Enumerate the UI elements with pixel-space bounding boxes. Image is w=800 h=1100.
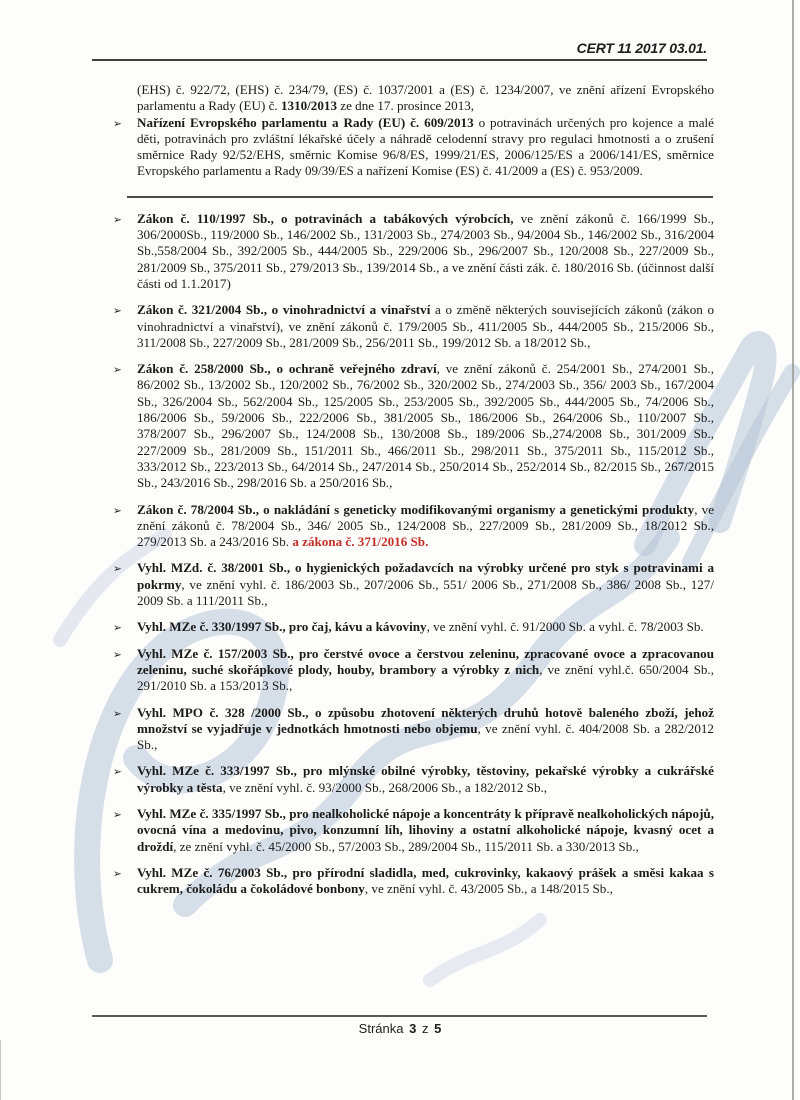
- list-item-zakon-110-1997: [113, 210, 714, 292]
- header-doc-code: CERT 11 2017 03.01.: [576, 40, 707, 56]
- arrow-bullet-icon: ➢: [113, 117, 122, 130]
- item-lead: Zákon č. 78/2004 Sb., o nakládání s geneticky modifikovanými organismy a genetickými produkty: [137, 501, 695, 517]
- item-lead: Vyhl. MZe č. 76/2003 Sb., pro přírodní sladidla, med, cukrovinky, kakaový prášek a směsi kakaa s cukrem, čokoládu a čokoládové bonbony: [137, 864, 714, 897]
- arrow-bullet-icon: ➢: [113, 766, 122, 779]
- item-lead: Zákon č. 110/1997 Sb., o potravinách a tabákových výrobcích,: [137, 210, 514, 226]
- list-item-vyhl-mpo-328-2000: [113, 704, 714, 754]
- item-lead: Nařízení Evropského parlamentu a Rady (EU) č. 609/2013: [137, 114, 474, 130]
- intro-text-pre: (EHS) č. 922/72, (EHS) č. 234/79, (ES) č. 1037/2001 a (ES) č. 1234/2007, ve znění ařízení Evropského parlamentu a Rady (EU) č.: [137, 82, 714, 114]
- header-rule: [92, 59, 707, 61]
- arrow-bullet-icon: ➢: [113, 707, 122, 720]
- item-lead: Vyhl. MZe č. 333/1997 Sb., pro mlýnské obilné výrobky, těstoviny, pekařské výrobky a cukrářské výrobky a těsta: [137, 763, 714, 795]
- item-rest: a o změně některých souvisejících zákonů (zákon o vinohradnictví a vinařství), ve znění zákonů č. 179/2005 Sb., 411/2005 Sb., 444/2005 Sb., 215/2006 Sb., 311/2008 Sb., 227/2009 Sb., 281/2009 Sb., 256/2011 Sb., 199/2012 Sb. a 18/2012 Sb.,: [137, 302, 714, 350]
- list-item-vyhl-mze-330-1997: [113, 619, 714, 635]
- footer-prefix: Stránka: [358, 1021, 404, 1036]
- list-item-narizeni-609-2013: [113, 114, 714, 180]
- scan-edge-line-left: [0, 1040, 1, 1100]
- list-item-vyhl-mzd-38-2001: [113, 560, 714, 609]
- item-red-amendment: a zákona č. 371/2016 Sb.: [289, 534, 429, 550]
- item-rest: o potravinách určených pro kojence a malé děti, potravinách pro zvláštní lékařské účely a náhradě celodenní stravy pro regulaci hmotnosti a o zrušení směrnice Rady 92/52/EHS, směrnic Komise 96/8/ES, 1999/21/ES, 2006/125/ES a 2006/141/ES, směrnice Evropského parlamentu a Rady 09/39/ES a nařízení Komise (ES) č. 41/2009 a (ES) č. 953/2009.: [137, 114, 714, 179]
- section-separator-rule: [127, 196, 713, 198]
- arrow-bullet-icon: ➢: [113, 648, 122, 661]
- arrow-bullet-icon: ➢: [113, 867, 122, 880]
- item-rest: , ve znění vyhl. č. 404/2008 Sb. a 282/2012 Sb.,: [137, 720, 714, 753]
- list-item-zakon-321-2004: [113, 302, 714, 351]
- arrow-bullet-icon: ➢: [113, 808, 122, 821]
- list-item-zakon-78-2004: [113, 501, 715, 551]
- intro-bold-number: 1310/2013: [280, 98, 337, 114]
- list-item-vyhl-mze-76-2003: [113, 864, 714, 898]
- arrow-bullet-icon: ➢: [113, 213, 122, 226]
- item-lead: Vyhl. MZd. č. 38/2001 Sb., o hygienických požadavcích na výrobky určené pro styk s potravinami a pokrmy: [137, 560, 714, 592]
- item-rest: , ve znění zákonů č. 78/2004 Sb., 346/ 2005 Sb., 124/2008 Sb., 227/2009 Sb., 281/2009 Sb., 18/2012 Sb., 279/2013 Sb. a 243/2016 Sb.: [137, 501, 715, 550]
- footer-page-current: 3: [409, 1021, 417, 1036]
- list-item-vyhl-mze-335-1997: [113, 805, 714, 855]
- item-rest: , ve znění vyhl. č. 91/2000 Sb. a vyhl. č. 78/2003 Sb.: [426, 619, 704, 635]
- arrow-bullet-icon: ➢: [113, 622, 122, 635]
- footer-page-total: 5: [434, 1021, 442, 1036]
- arrow-bullet-icon: ➢: [113, 504, 122, 517]
- item-rest: , ve znění zákonů č. 254/2001 Sb., 274/2001 Sb., 86/2002 Sb., 13/2002 Sb., 120/2002 Sb., 76/2002 Sb., 320/2002 Sb., 274/2003 Sb., 356/ 2003 Sb., 167/2004 Sb., 326/2004 Sb., 562/2004 Sb., 125/2005 Sb., 253/2005 Sb., 392/2005 Sb., 444/2005 Sb., 74/2006 Sb., 186/2006 Sb., 59/2006 Sb., 222/2006 Sb., 381/2005 Sb., 186/2006 Sb., 264/2006 Sb., 110/2007 Sb., 378/2007 Sb., 296/2007 Sb., 124/2008 Sb., 130/2008 Sb., 189/2006 Sb.,274/2008 Sb., 301/2009 Sb., 227/2009 Sb., 281/2009 Sb., 151/2011 Sb., 466/2011 Sb., 298/2011 Sb., 375/2011 Sb., 115/2012 Sb., 333/2012 Sb., 223/2013 Sb., 64/2014 Sb., 247/2014 Sb., 250/2014 Sb., 252/2014 Sb., 82/2015 Sb., 267/2015 Sb., 243/2016 Sb., 298/2016 Sb. a 250/2016 Sb.,: [137, 361, 714, 491]
- list-item-zakon-258-2000: [113, 361, 714, 491]
- arrow-bullet-icon: ➢: [113, 305, 122, 318]
- footer-separator-word: z: [421, 1021, 429, 1036]
- item-lead: Vyhl. MZe č. 335/1997 Sb., pro nealkoholické nápoje a koncentráty k přípravě nealkoholických nápojů, ovocná vína a medovinu, pivo, konzumní líh, lihoviny a ostatní alkoholické nápoje, kvasný ocet a droždí: [137, 805, 714, 854]
- list-item-vyhl-mze-157-2003: [113, 645, 714, 695]
- footer-rule: [92, 1015, 707, 1017]
- item-rest: , ve znění vyhl. č. 43/2005 Sb., a 148/2015 Sb.,: [364, 881, 613, 897]
- item-lead: Vyhl. MZe č. 157/2003 Sb., pro čerstvé ovoce a čerstvou zeleninu, zpracované ovoce a zpracovanou zeleninu, suché skořápkové plody, houby, brambory a výrobky z nich: [137, 645, 714, 677]
- item-rest: , ze znění vyhl. č. 45/2000 Sb., 57/2003 Sb., 289/2004 Sb., 115/2011 Sb. a 330/2013 Sb.,: [173, 838, 639, 854]
- item-lead: Zákon č. 258/2000 Sb., o ochraně veřejného zdraví: [137, 361, 437, 377]
- item-rest: ve znění zákonů č. 166/1999 Sb., 306/2000Sb., 119/2000 Sb., 146/2002 Sb., 131/2003 Sb., 274/2003 Sb., 94/2004 Sb., 146/2002 Sb., 316/2004 Sb.,558/2004 Sb., 392/2005 Sb., 444/2005 Sb., 229/2006 Sb., 296/2007 Sb., 120/2008 Sb., 227/2009 Sb., 281/2009 Sb., 375/2011 Sb., 279/2013 Sb., 139/2014 Sb., a ve znění části zák. č. 180/2016 Sb. (účinnost další části od 1.1.2017): [137, 210, 714, 291]
- item-lead: Vyhl. MZe č. 330/1997 Sb., pro čaj, kávu a kávoviny: [137, 619, 427, 635]
- document-body: [113, 82, 715, 907]
- arrow-bullet-icon: ➢: [113, 364, 122, 377]
- item-lead: Vyhl. MPO č. 328 /2000 Sb., o způsobu zhotovení některých druhů hotově baleného zboží, jehož množství se vyjadřuje v jednotkách hmotnosti nebo objemu: [137, 704, 714, 736]
- list-item-vyhl-mze-333-1997: [113, 763, 714, 796]
- item-rest: , ve znění vyhl. č. 186/2003 Sb., 207/2006 Sb., 551/ 2006 Sb., 271/2008 Sb., 386/ 2008 Sb., 127/ 2009 Sb. a 111/2011 Sb.,: [137, 576, 714, 609]
- item-rest: , ve znění vyhl. č. 93/2000 Sb., 268/2006 Sb., a 182/2012 Sb.,: [222, 779, 548, 795]
- item-lead: Zákon č. 321/2004 Sb., o vinohradnictví a vinařství: [137, 302, 431, 318]
- intro-text-post: ze dne 17. prosince 2013,: [337, 98, 475, 114]
- paragraph-eu-regulation-continuation: [137, 82, 714, 115]
- item-rest: , ve znění vyhl.č. 650/2004 Sb., 291/2010 Sb. a 153/2013 Sb.,: [137, 661, 714, 694]
- arrow-bullet-icon: ➢: [113, 563, 122, 576]
- page-number: [0, 1021, 800, 1036]
- scan-edge-line: [792, 0, 794, 1100]
